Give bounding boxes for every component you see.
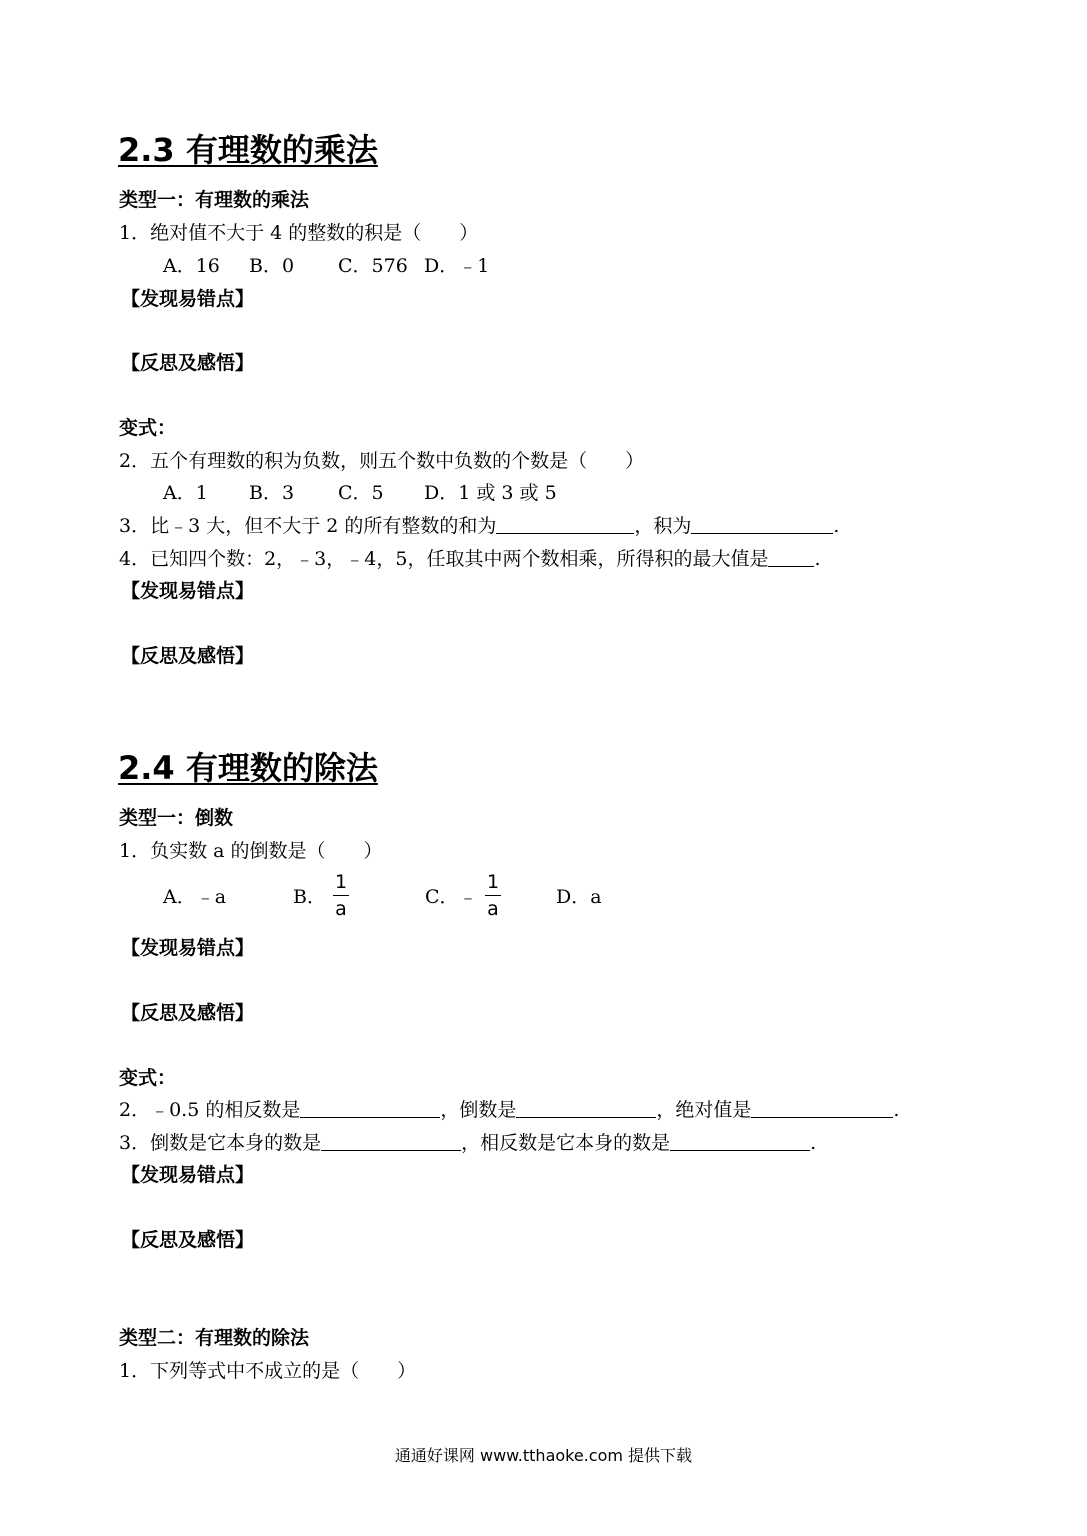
option-c: C．5 bbox=[338, 482, 384, 504]
question-4 bbox=[119, 546, 821, 572]
answer-blank[interactable] bbox=[751, 1097, 893, 1118]
fraction-numerator: 1 bbox=[334, 871, 348, 893]
period: . bbox=[814, 548, 821, 570]
answer-blank[interactable] bbox=[516, 1097, 656, 1118]
question-2-text-b: ，倒数是 bbox=[440, 1099, 517, 1121]
question-3 bbox=[119, 513, 839, 539]
page-footer: 通通好课网 www.tthaoke.com 提供下载 bbox=[394, 1446, 693, 1465]
option-d: D．1 或 3 或 5 bbox=[424, 482, 557, 504]
option-a: A．16 bbox=[163, 255, 220, 277]
option-d: D．﹣1 bbox=[424, 255, 490, 277]
fraction-1-over-a bbox=[482, 871, 504, 920]
fraction-denominator: a bbox=[487, 898, 499, 920]
option-c: C．576 bbox=[338, 255, 408, 277]
question-2-text-c: ，绝对值是 bbox=[656, 1099, 752, 1121]
answer-blank[interactable] bbox=[321, 1130, 461, 1151]
option-d: D．a bbox=[556, 886, 602, 908]
question-3-text-a: 3．比﹣3 大，但不大于 2 的所有整数的和为 bbox=[119, 515, 497, 537]
fraction-1-over-a bbox=[330, 871, 352, 920]
option-b: B．3 bbox=[249, 482, 295, 504]
mistake-heading: 【发现易错点】 bbox=[121, 288, 255, 310]
fraction-bar bbox=[333, 895, 349, 896]
period: . bbox=[810, 1132, 817, 1154]
mistake-heading: 【发现易错点】 bbox=[121, 937, 255, 959]
variant-heading: 变式： bbox=[119, 1067, 177, 1089]
period: . bbox=[893, 1099, 900, 1121]
type-heading: 类型一：有理数的乘法 bbox=[119, 189, 310, 211]
mistake-heading: 【发现易错点】 bbox=[121, 1164, 255, 1186]
type-heading: 类型二：有理数的除法 bbox=[119, 1327, 310, 1349]
reflection-heading: 【反思及感悟】 bbox=[121, 352, 255, 374]
answer-blank[interactable] bbox=[691, 513, 833, 534]
period: . bbox=[833, 515, 840, 537]
question-2: 2．五个有理数的积为负数，则五个数中负数的个数是（ ） bbox=[119, 450, 645, 472]
question-3-text-b: ，相反数是它本身的数是 bbox=[461, 1132, 671, 1154]
answer-blank[interactable] bbox=[670, 1130, 810, 1151]
answer-blank[interactable] bbox=[496, 513, 634, 534]
option-b: B．0 bbox=[249, 255, 295, 277]
option-c: C．﹣ bbox=[425, 886, 478, 908]
question-2-text-a: 2．﹣0.5 的相反数是 bbox=[119, 1099, 301, 1121]
section-title-2-4: 2.4 有理数的除法 bbox=[118, 749, 378, 787]
reflection-heading: 【反思及感悟】 bbox=[121, 645, 255, 667]
question-4-text: 4．已知四个数：2，﹣3，﹣4，5，任取其中两个数相乘，所得积的最大值是 bbox=[119, 548, 769, 570]
answer-blank[interactable] bbox=[300, 1097, 440, 1118]
question-2 bbox=[119, 1097, 899, 1123]
fraction-denominator: a bbox=[335, 898, 347, 920]
question-3-text-b: ，积为 bbox=[634, 515, 692, 537]
type-heading: 类型一：倒数 bbox=[119, 807, 234, 829]
question-3-text-a: 3．倒数是它本身的数是 bbox=[119, 1132, 322, 1154]
fraction-numerator: 1 bbox=[486, 871, 500, 893]
variant-heading: 变式： bbox=[119, 417, 177, 439]
fraction-bar bbox=[485, 895, 501, 896]
reflection-heading: 【反思及感悟】 bbox=[121, 1002, 255, 1024]
reflection-heading: 【反思及感悟】 bbox=[121, 1229, 255, 1251]
option-a: A．1 bbox=[163, 482, 208, 504]
mistake-heading: 【发现易错点】 bbox=[121, 580, 255, 602]
answer-blank[interactable] bbox=[768, 546, 814, 567]
question-1: 1．负实数 a 的倒数是（ ） bbox=[119, 840, 383, 862]
question-1: 1．绝对值不大于 4 的整数的积是（ ） bbox=[119, 222, 479, 244]
option-a: A．﹣a bbox=[163, 886, 227, 908]
section-title-2-3: 2.3 有理数的乘法 bbox=[118, 131, 378, 169]
option-b: B． bbox=[293, 886, 326, 908]
question-3 bbox=[119, 1130, 816, 1156]
question-1: 1．下列等式中不成立的是（ ） bbox=[119, 1360, 417, 1382]
